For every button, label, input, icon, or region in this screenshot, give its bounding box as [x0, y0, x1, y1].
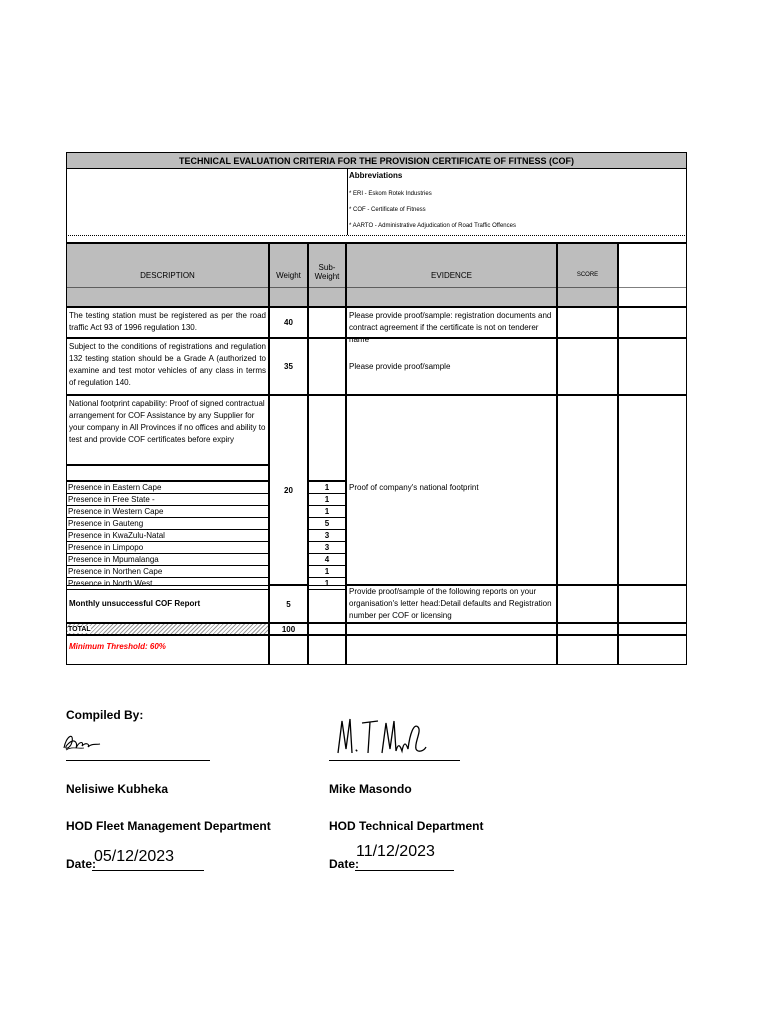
province-subweight: 4 — [308, 553, 346, 566]
row3-extra — [618, 395, 687, 585]
compiled-by-label: Compiled By: — [66, 708, 144, 722]
row4-evidence: Provide proof/sample of the following reports on your organisation's letter head:Detail defaults and Registration number per COF or licensing — [346, 585, 557, 623]
threshold-c5 — [557, 635, 618, 665]
threshold-c4 — [346, 635, 557, 665]
province-name: Presence in Eastern Cape — [66, 481, 269, 494]
row2-score — [557, 338, 618, 395]
header-inner-line — [66, 287, 687, 288]
row4-score — [557, 585, 618, 623]
signature-nelisiwe — [60, 728, 110, 756]
abbreviations-block — [66, 169, 687, 235]
threshold-c6 — [618, 635, 687, 665]
evaluation-table — [66, 152, 687, 665]
row3-subweight-blank — [308, 395, 346, 481]
signature-mike — [334, 713, 430, 759]
signature-line-2 — [329, 760, 460, 761]
header-evidence: EVIDENCE — [346, 243, 557, 307]
row4-weight: 5 — [269, 585, 308, 623]
total-weight: 100 — [269, 623, 308, 635]
date-label-2: Date: — [329, 857, 360, 871]
row1-extra — [618, 307, 687, 338]
row2-description: Subject to the conditions of registrations and regulation 132 testing station should be a Grade A (authorized to examine and test motor vehicles of any class in terms of regulation 140. — [66, 338, 269, 395]
minimum-threshold: Minimum Threshold: 60% — [66, 635, 269, 665]
row2-weight: 35 — [269, 338, 308, 395]
province-name: Presence in Northen Cape — [66, 565, 269, 578]
abbrev-blank-cell — [68, 169, 348, 235]
total-extra — [618, 623, 687, 635]
spacer-row — [66, 235, 687, 243]
date-value-1: 05/12/2023 — [94, 848, 175, 865]
row4-description-text: Monthly unsuccessful COF Report — [69, 599, 201, 608]
total-score — [557, 623, 618, 635]
province-subweight: 1 — [308, 577, 346, 590]
row3-evidence — [346, 395, 557, 585]
row1-description: The testing station must be registered as per the road traffic Act 93 of 1996 regulation 130. — [66, 307, 269, 338]
province-subweight: 1 — [308, 493, 346, 506]
row1-evidence: Please provide proof/sample: registration documents and contract agreement if the certificate is not on tenderer name — [346, 307, 557, 338]
row1-score — [557, 307, 618, 338]
province-name: Presence in Limpopo — [66, 541, 269, 554]
header-sub-weight-line1: Sub- — [318, 263, 336, 272]
row2-evidence-text: Please provide proof/sample — [349, 361, 451, 371]
row1-weight: 40 — [269, 307, 308, 338]
total-evidence — [346, 623, 557, 635]
abbreviations-heading: Abbreviations — [349, 171, 403, 180]
province-subweight: 5 — [308, 517, 346, 530]
signature-line-1 — [66, 760, 210, 761]
threshold-c2 — [269, 635, 308, 665]
header-blank — [618, 243, 687, 307]
total-label — [66, 623, 269, 635]
signatory-name-2: Mike Masondo — [329, 782, 412, 796]
date-label-1: Date: — [66, 857, 97, 871]
date-line-2 — [355, 870, 454, 871]
signatory-name-1: Nelisiwe Kubheka — [66, 782, 169, 796]
row3-evidence-text: Proof of company's national footprint — [349, 483, 479, 492]
table-title: TECHNICAL EVALUATION CRITERIA FOR THE PROVISION CERTIFICATE OF FITNESS (COF) — [66, 152, 687, 169]
row3-description: National footprint capability: Proof of signed contractual arrangement for COF Assistance by any Supplier for your company in All Provinces if no offices and ability to test and provide COF certificates before expiry — [66, 395, 269, 465]
date-value-2: 11/12/2023 — [356, 843, 435, 860]
date-line-1 — [92, 870, 204, 871]
signatory-department-2: HOD Technical Department — [329, 819, 484, 833]
row4-extra — [618, 585, 687, 623]
row2-evidence — [346, 338, 557, 395]
row3-gap — [66, 465, 269, 481]
row4-subweight — [308, 585, 346, 623]
province-subweight: 3 — [308, 529, 346, 542]
province-subweight: 1 — [308, 505, 346, 518]
province-subweight: 1 — [308, 565, 346, 578]
header-score: SCORE — [557, 243, 618, 307]
row3-weight: 20 — [269, 395, 308, 585]
row2-subweight — [308, 338, 346, 395]
signatory-department-1: HOD Fleet Management Department — [66, 819, 271, 833]
abbreviation-item: * AARTO - Administrative Adjudication of Road Traffic Offences — [349, 223, 516, 229]
abbreviation-item: * COF - Certificate of Fitness — [349, 207, 426, 213]
province-name: Presence in North West — [66, 577, 269, 590]
header-sub-weight-line2: Weight — [314, 272, 340, 281]
province-name: Presence in KwaZulu-Natal — [66, 529, 269, 542]
province-name: Presence in Mpumalanga — [66, 553, 269, 566]
province-name: Presence in Western Cape — [66, 505, 269, 518]
threshold-c3 — [308, 635, 346, 665]
province-subweight: 3 — [308, 541, 346, 554]
row4-description — [66, 585, 269, 623]
row3-score — [557, 395, 618, 585]
header-weight: Weight — [269, 243, 308, 307]
province-name: Presence in Gauteng — [66, 517, 269, 530]
header-description: DESCRIPTION — [66, 243, 269, 307]
row2-extra — [618, 338, 687, 395]
total-label-text: TOTAL — [68, 626, 91, 633]
total-subweight — [308, 623, 346, 635]
province-subweight: 1 — [308, 481, 346, 494]
header-sub-weight — [308, 243, 346, 307]
row1-subweight — [308, 307, 346, 338]
abbreviation-item: * ERI - Eskom Rotek Industries — [349, 191, 432, 197]
province-name: Presence in Free State - — [66, 493, 269, 506]
